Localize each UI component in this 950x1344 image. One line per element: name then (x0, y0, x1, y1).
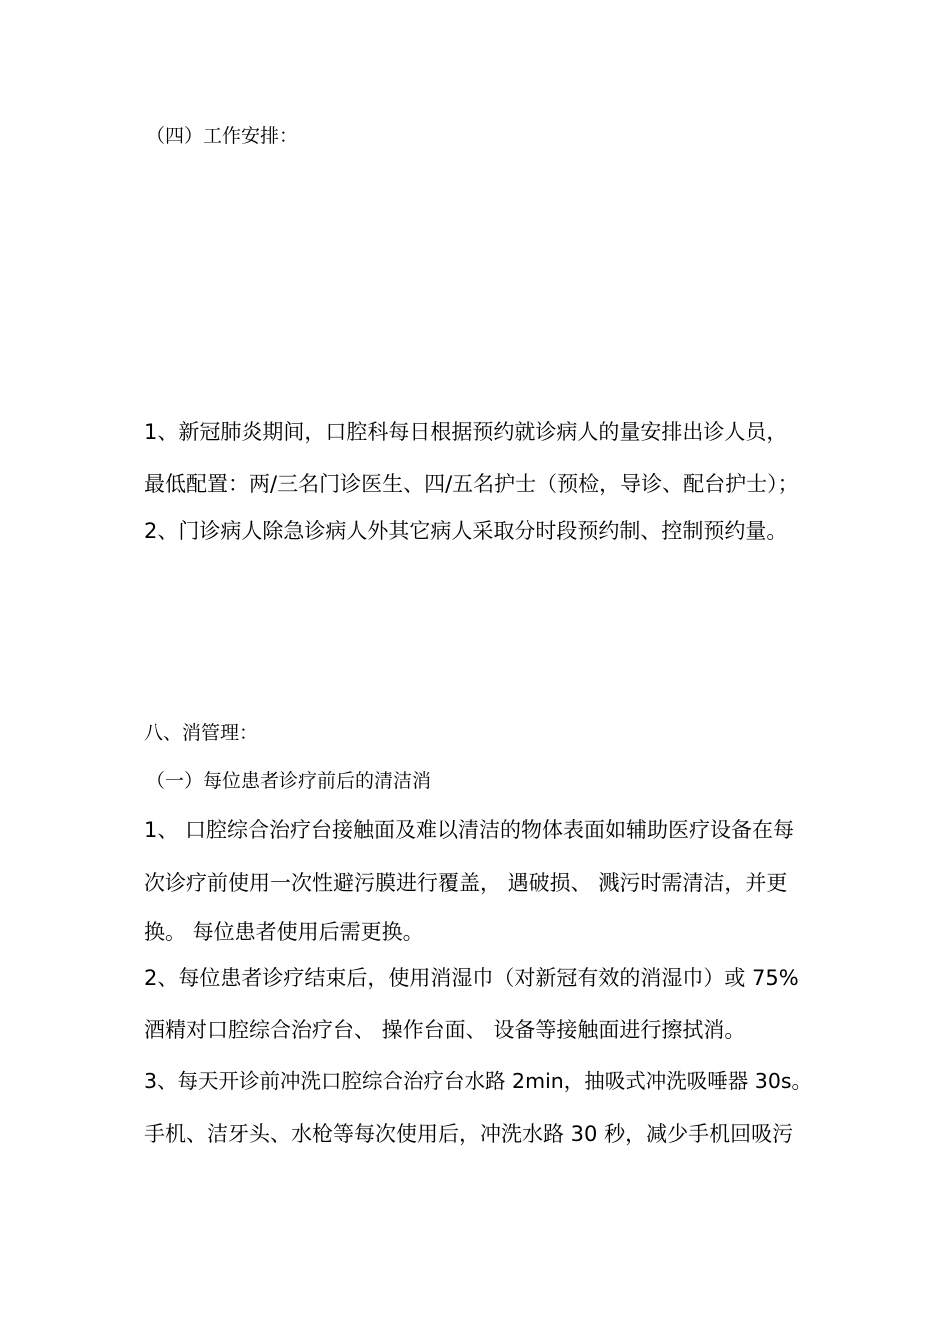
disinfection-line-7: 手机、洁牙头、水枪等每次使用后，冲洗水路 30 秒，减少手机回吸污 (144, 1122, 794, 1146)
work-line-1: 1、新冠肺炎期间，口腔科每日根据预约就诊病人的量安排出诊人员， (144, 420, 788, 444)
work-line-2: 最低配置：两/三名门诊医生、四/五名护士（预检，导诊、配台护士）； (144, 472, 799, 496)
subsection1-heading: （一）每位患者诊疗前后的清洁消 (146, 770, 432, 792)
disinfection-line-5: 酒精对口腔综合治疗台、 操作台面、 设备等接触面进行擦拭消。 (144, 1018, 746, 1042)
disinfection-line-4: 2、每位患者诊疗结束后，使用消湿巾（对新冠有效的消湿巾）或 75% (144, 966, 799, 990)
disinfection-line-3: 换。 每位患者使用后需更换。 (144, 920, 424, 944)
disinfection-line-1: 1、 口腔综合治疗台接触面及难以清洁的物体表面如辅助医疗设备在每 (144, 818, 795, 842)
disinfection-line-2: 次诊疗前使用一次性避污膜进行覆盖， 遇破损、 溅污时需清洁，并更 (144, 871, 788, 895)
section8-heading: 八、消管理： (144, 722, 259, 744)
section4-heading: （四）工作安排： (146, 125, 299, 147)
work-line-3: 2、门诊病人除急诊病人外其它病人采取分时段预约制、控制预约量。 (144, 519, 788, 543)
disinfection-line-6: 3、每天开诊前冲洗口腔综合治疗台水路 2min，抽吸式冲洗吸唾器 30s。 (144, 1069, 813, 1093)
